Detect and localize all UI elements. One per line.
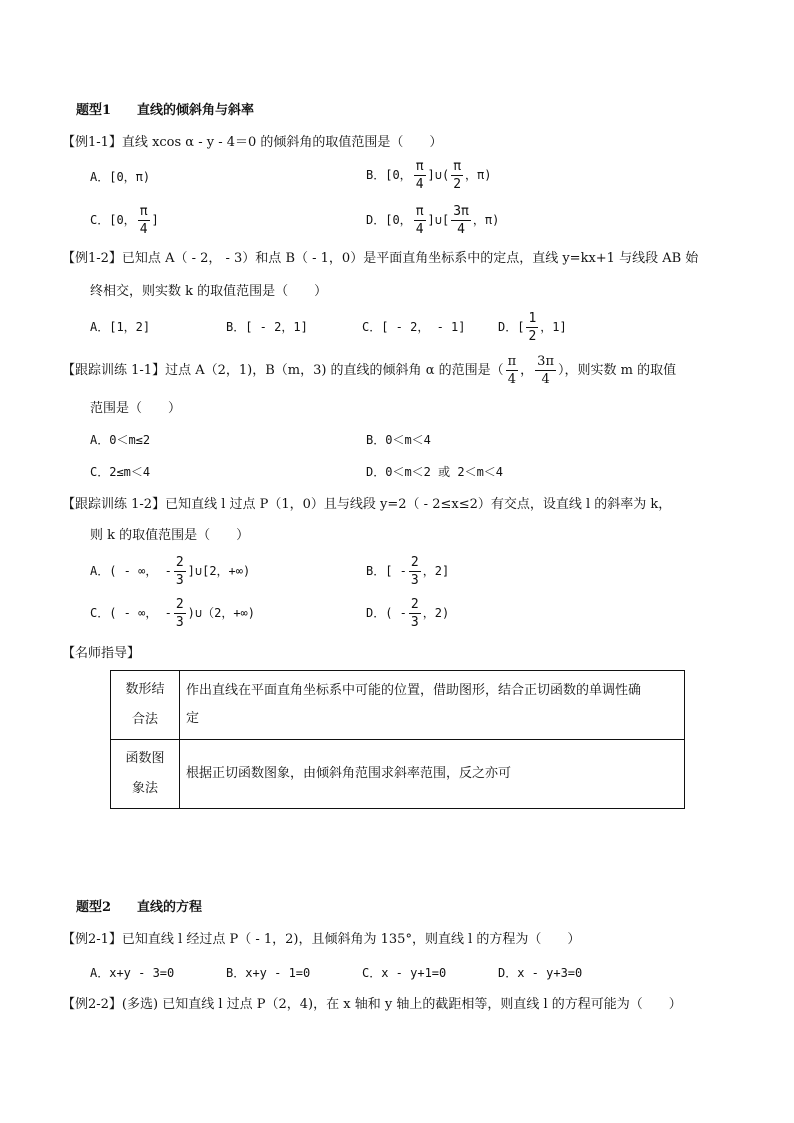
guide-description-cell: 根据正切函数图象，由倾斜角范围求斜率范围，反之亦可 — [180, 740, 685, 809]
fraction: $\frac{\pi}{4}$ — [415, 159, 424, 192]
tracking-1-1-option-d: D．0＜m＜2 或 2＜m＜4 — [366, 465, 504, 479]
tracking-1-2-option-d: D．( - $\frac{2}{3}$ ，2) — [366, 597, 450, 630]
example-1-1-option-c: C．[0， $\frac{\pi}{4}$ ] — [90, 204, 159, 237]
example-2-1-option-b: B．x+y - 1=0 — [226, 966, 311, 980]
guide-table — [110, 670, 685, 809]
fraction: $\frac{3\pi}{4}$ — [537, 354, 554, 387]
fraction: $\frac{\pi}{4}$ — [415, 204, 424, 237]
fraction: $\frac{2}{3}$ — [410, 555, 419, 588]
example-1-1-option-b: B．[0， $\frac{\pi}{4}$ ]∪( $\frac{\pi}{2}$ ，π) — [366, 159, 492, 192]
fraction: $\frac{1}{2}$ — [528, 311, 537, 344]
example-1-2-stem-line2: 终相交，则实数 k 的取值范围是（ ） — [90, 284, 328, 299]
guide-description-cell: 作出直线在平面直角坐标系中可能的位置，借助图形，结合正切函数的单调性确 定 — [180, 671, 685, 740]
tracking-1-2-option-a: A．( - ∞， - $\frac{2}{3}$ ]∪[2，+∞) — [90, 555, 251, 588]
example-1-2-option-c: C．[ - 2， - 1] — [362, 320, 466, 334]
table-row — [111, 740, 685, 809]
fraction: $\frac{2}{3}$ — [410, 597, 419, 630]
example-1-2-stem: 【例1-2】已知点 A（ - 2， - 3）和点 B（ - 1，0）是平面直角坐标系中的定点，直线 y=kx+1 与线段 AB 始 — [62, 251, 699, 266]
guide-method-cell: 数形结 合法 — [111, 671, 180, 740]
section2-heading: 题型2 直线的方程 — [76, 900, 203, 915]
fraction: $\frac{2}{3}$ — [175, 597, 184, 630]
example-2-1-stem: 【例2-1】已知直线 l 经过点 P（ - 1，2)，且倾斜角为 135°，则直线 l 的方程为（ ） — [62, 932, 581, 947]
tracking-1-1-option-b: B．0＜m＜4 — [366, 433, 431, 447]
guide-method-cell: 函数图 象法 — [111, 740, 180, 809]
section1-heading: 题型1 直线的倾斜角与斜率 — [76, 103, 255, 118]
example-1-2-option-b: B．[ - 2，1] — [226, 320, 308, 334]
example-2-1-option-a: A．x+y - 3=0 — [90, 966, 175, 980]
tracking-1-1-option-c: C．2≤m＜4 — [90, 465, 151, 479]
tracking-1-1-option-a: A．0＜m≤2 — [90, 433, 151, 447]
fraction: $\frac{3\pi}{4}$ — [453, 204, 469, 237]
guide-title: 【名师指导】 — [62, 646, 141, 661]
fraction: $\frac{\pi}{4}$ — [507, 354, 517, 387]
example-1-2-option-d: D．[ $\frac{1}{2}$ ，1] — [498, 311, 567, 344]
fraction: $\frac{\pi}{4}$ — [139, 204, 148, 237]
table-row — [111, 671, 685, 740]
tracking-1-1-stem: 【跟踪训练 1-1】过点 A（2，1)，B（m，3) 的直线的倾斜角 α 的范围是（ $\frac{\pi}{4}$ ， $\frac{3\pi}{4}$ ），则实数 m 的取值 — [62, 354, 677, 387]
tracking-1-1-stem-line2: 范围是（ ） — [90, 401, 182, 416]
example-1-1-option-d: D．[0， $\frac{\pi}{4}$ ]∪[ $\frac{3\pi}{4}$ ，π) — [366, 204, 500, 237]
example-2-1-option-d: D．x - y+3=0 — [498, 966, 583, 980]
tracking-1-2-option-c: C．( - ∞， - $\frac{2}{3}$ )∪（2，+∞) — [90, 597, 255, 630]
tracking-1-2-option-b: B．[ - $\frac{2}{3}$ ，2] — [366, 555, 450, 588]
example-2-1-option-c: C．x - y+1=0 — [362, 966, 447, 980]
fraction: $\frac{\pi}{2}$ — [453, 159, 462, 192]
example-1-1-option-a: A．[0，π) — [90, 170, 151, 184]
example-2-2-stem: 【例2-2】(多选) 已知直线 l 过点 P（2，4)，在 x 轴和 y 轴上的截距相等，则直线 l 的方程可能为（ ） — [62, 997, 682, 1012]
example-1-2-option-a: A．[1，2] — [90, 320, 151, 334]
example-1-1-stem: 【例1-1】直线 xcos α - y - 4＝0 的倾斜角的取值范围是（ ） — [62, 135, 443, 150]
tracking-1-2-stem: 【跟踪训练 1-2】已知直线 l 过点 P（1，0）且与线段 y=2（ - 2≤x≤2）有交点，设直线 l 的斜率为 k， — [62, 497, 672, 512]
tracking-1-2-stem-line2: 则 k 的取值范围是（ ） — [90, 528, 250, 543]
fraction: $\frac{2}{3}$ — [175, 555, 184, 588]
